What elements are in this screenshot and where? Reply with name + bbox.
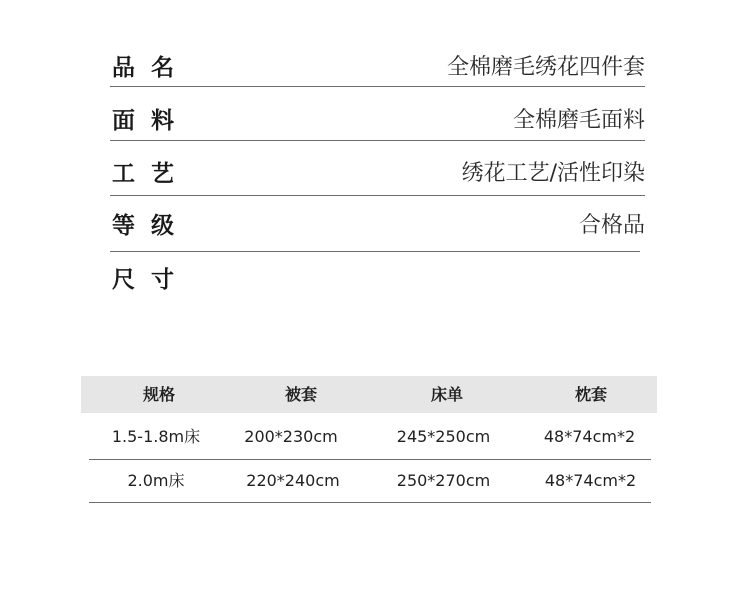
spec-value: 绣花工艺/活性印染 xyxy=(461,161,645,186)
header-cell-spec: 规格 xyxy=(142,385,175,404)
spec-row-craft xyxy=(110,159,645,189)
table-cell: 245*250cm xyxy=(396,427,491,446)
spec-value: 合格品 xyxy=(578,213,645,238)
table-cell: 250*270cm xyxy=(396,471,491,490)
header-cell-sheet: 床单 xyxy=(430,385,463,404)
header-cell-pillowcase: 枕套 xyxy=(574,385,607,404)
divider xyxy=(89,502,651,503)
spec-value: 全棉磨毛面料 xyxy=(512,108,645,133)
divider xyxy=(110,251,640,252)
spec-label: 工 艺 xyxy=(112,161,175,187)
divider xyxy=(110,86,645,87)
spec-label: 面 料 xyxy=(112,108,175,134)
table-cell: 48*74cm*2 xyxy=(543,427,636,446)
divider xyxy=(110,195,645,196)
spec-row-product-name xyxy=(110,53,645,83)
table-cell: 220*240cm xyxy=(246,471,340,490)
spec-row-fabric xyxy=(110,106,645,136)
spec-row-grade xyxy=(110,211,645,241)
spec-row-size xyxy=(110,265,645,295)
spec-label: 尺 寸 xyxy=(112,267,175,293)
divider xyxy=(110,140,645,141)
table-cell: 200*230cm xyxy=(244,427,338,446)
divider xyxy=(89,459,651,460)
table-header xyxy=(81,376,657,413)
spec-label: 品 名 xyxy=(112,55,175,81)
header-cell-duvet: 被套 xyxy=(284,385,317,404)
table-cell: 1.5-1.8m床 xyxy=(111,427,201,446)
table-cell: 2.0m床 xyxy=(127,471,185,490)
spec-label: 等 级 xyxy=(112,213,175,239)
spec-value: 全棉磨毛绣花四件套 xyxy=(446,55,645,80)
table-cell: 48*74cm*2 xyxy=(544,471,637,490)
